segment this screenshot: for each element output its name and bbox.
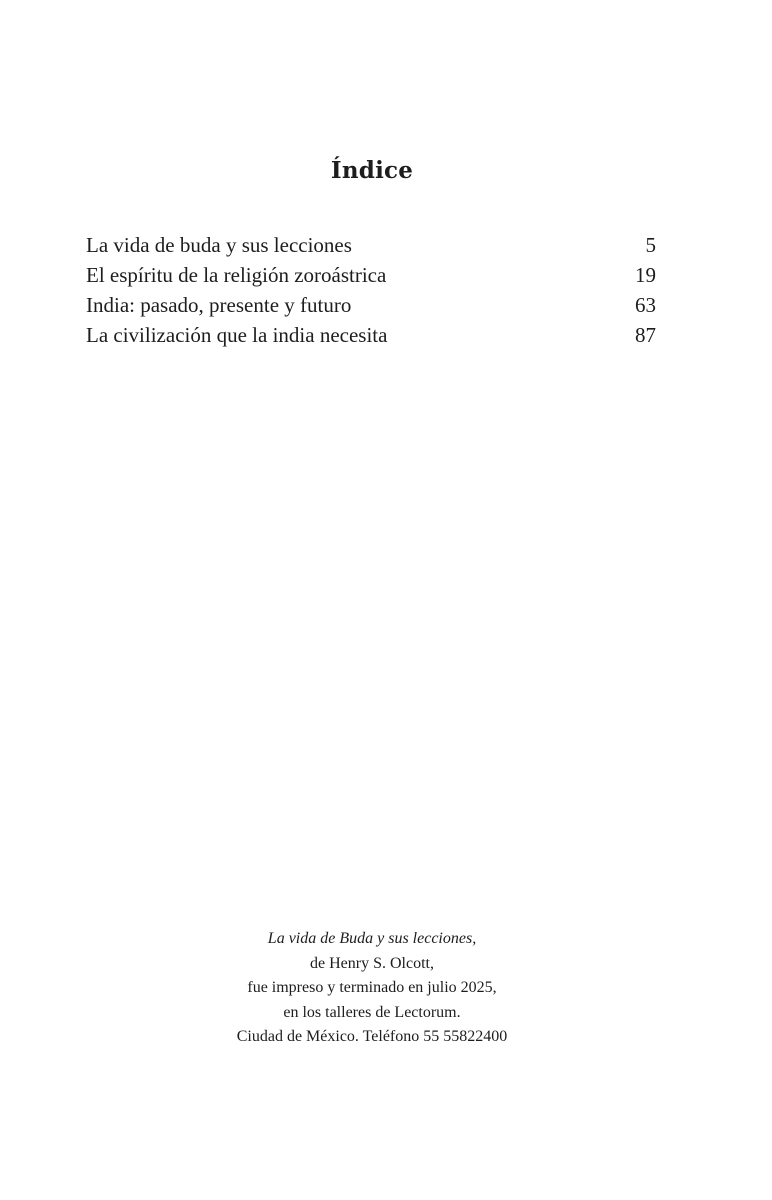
toc-entry <box>86 320 656 350</box>
table-of-contents <box>86 230 656 350</box>
colophon-author: de Henry S. Olcott, <box>310 954 434 972</box>
colophon-book-title: La vida de Buda y sus lecciones, <box>267 930 477 947</box>
toc-entry-page-number: 19 <box>635 263 656 287</box>
colophon-location-phone: Ciudad de México. Teléfono 55 55822400 <box>236 1028 508 1045</box>
colophon-printer: en los talleres de Lectorum. <box>283 1003 461 1021</box>
page-title: Índice <box>330 157 414 185</box>
toc-entry <box>86 290 656 320</box>
toc-entry <box>86 260 656 290</box>
toc-entry-title: El espíritu de la religión zoroástrica <box>86 263 387 287</box>
toc-entry-page-number: 87 <box>635 323 656 347</box>
colophon-print-date: fue impreso y terminado en julio 2025, <box>247 979 497 996</box>
toc-entry-title: La vida de buda y sus lecciones <box>86 233 352 257</box>
colophon <box>0 927 744 1050</box>
toc-entry-page-number: 5 <box>645 233 656 257</box>
toc-entry-title: La civilización que la india necesita <box>86 323 388 347</box>
toc-entry-page-number: 63 <box>635 293 656 317</box>
toc-entry-title: India: pasado, presente y futuro <box>86 293 352 317</box>
toc-entry <box>86 230 656 260</box>
